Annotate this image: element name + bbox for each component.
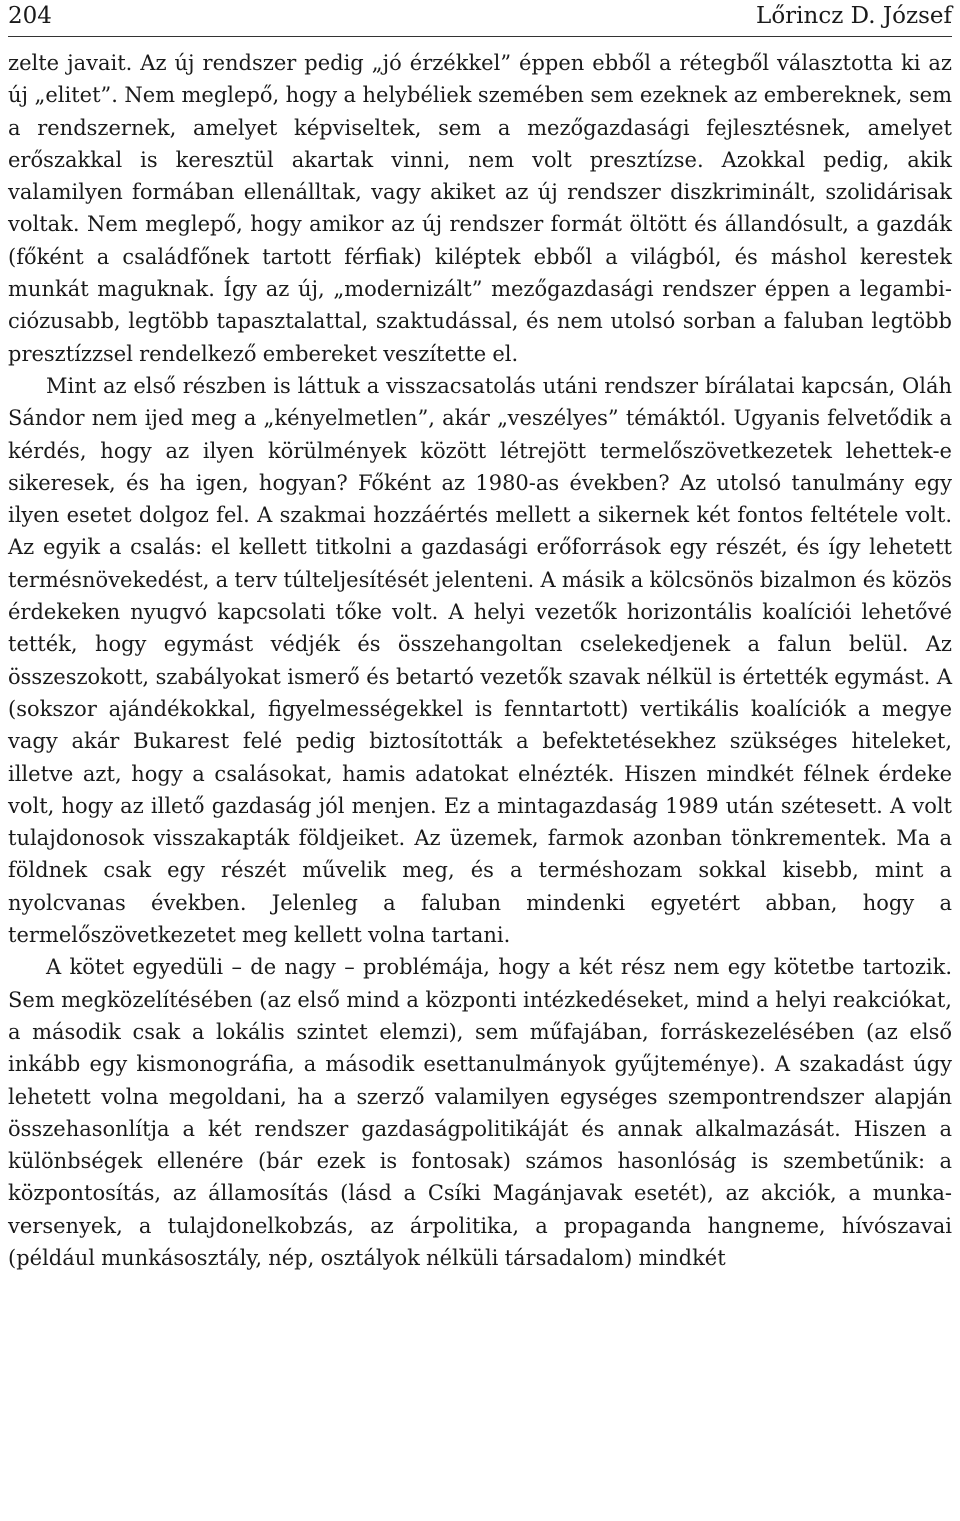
book-page (8, 0, 952, 1274)
header-rule (8, 36, 952, 37)
paragraph-continued: zelte javait. Az új rendszer pedig „jó érzékkel” éppen ebből a rétegből választotta ki az új „elitet”. Nem meglepő, hogy a helybéliek szemében sem ezeknek az embereknek, sem a rendszernek, amelyet képviseltek, sem a mezőgazdasági fejlesztésnek, amelyet erőszakkal is keresztül akartak vinni, nem volt presztízse. Azokkal pedig, akik valamilyen formában ellenálltak, vagy akiket az új rendszer diszkriminált, szolidárisak voltak. Nem meglepő, hogy amikor az új rendszer formát öltött és állandósult, a gazdák (főként a családfőnek tartott férfiak) kiléptek ebből a világból, és máshol kerestek munkát maguknak. Így az új, „modernizált” mezőgazdasági rendszer éppen a legambiciózusabb, legtöbb tapasztalattal, szaktudással, és nem utolsó sorban a faluban legtöbb presztízzsel rendelkező embereket veszítette el. (8, 51, 952, 366)
paragraph: A kötet egyedüli – de nagy – problémája, hogy a két rész nem egy kötetbe tartozik. Sem megközelítésében (az első mind a központi intézkedéseket, mind a helyi reakciókat, a második csak a lokális szintet elemzi), sem műfajában, forráskezelésében (az első inkább egy kismonográfia, a második esettanulmányok gyűjteménye). A szakadást úgy lehetett volna megoldani, ha a szerző valamilyen egységes szempontrendszer alapján összehasonlítja a két rendszer gazdaságpolitikáját és annak alkalmazását. Hiszen a különbségek ellenére (bár ezek is fontosak) számos hasonlóság is szembetűnik: a központosítás, az államosítás (lásd a Csíki Magánjavak esetét), az akciók, a munkaversenyek, a tulajdonelkobzás, az árpolitika, a propaganda hangneme, hívószavai (például munkásosztály, nép, osztályok nélküli társadalom) mindkét (8, 955, 952, 1270)
paragraph: Mint az első részben is láttuk a visszacsatolás utáni rendszer bírálatai kapcsán, Oláh Sándor nem ijed meg a „kényelmetlen”, akár „veszélyes” témáktól. Ugyanis felvetődik a kérdés, hogy az ilyen körülmények között létrejött termelőszövetkezetek lehettek-e sikeresek, és ha igen, hogyan? Főként az 1980-as években? Az utolsó tanulmány egy ilyen esetet dolgoz fel. A szakmai hozzáértés mellett a sikernek két fontos feltétele volt. Az egyik a csalás: el kellett titkolni a gazdasági erőforrások egy részét, és így lehetett termésnövekedést, a terv túlteljesítését jelenteni. A másik a kölcsönös bizalmon és közös érdekeken nyugvó kapcsolati tőke volt. A helyi vezetők horizontális koalíciói lehetővé tették, hogy egymást védjék és összehangoltan cselekedjenek a falun belül. Az összeszokott, szabályokat ismerő és betartó vezetők szavak nélkül is értették egymást. A (sokszor ajándékokkal, figyelmességekkel is fenntartott) vertikális koalíciók a megye vagy akár Bukarest felé pedig biztosították a befektetésekhez szükséges hiteleket, illetve azt, hogy a csalásokat, hamis adatokat elnézték. Hiszen mindkét félnek érdeke volt, hogy az illető gazdaság jól menjen. Ez a mintagazdaság 1989 után szétesett. A volt tulajdonosok visszakapták földjeiket. Az üzemek, farmok azonban tönkrementek. Ma a földnek csak egy részét művelik meg, és a terméshozam sokkal kisebb, mint a nyolcvanas években. Jelenleg a faluban mindenki egyetért abban, hogy a termelőszövetkezetet meg kellett volna tartani. (8, 373, 952, 948)
body-text (8, 47, 952, 1274)
running-head (8, 0, 952, 40)
page-number: 204 (8, 3, 52, 29)
running-title: Lőrincz D. József (756, 3, 952, 29)
